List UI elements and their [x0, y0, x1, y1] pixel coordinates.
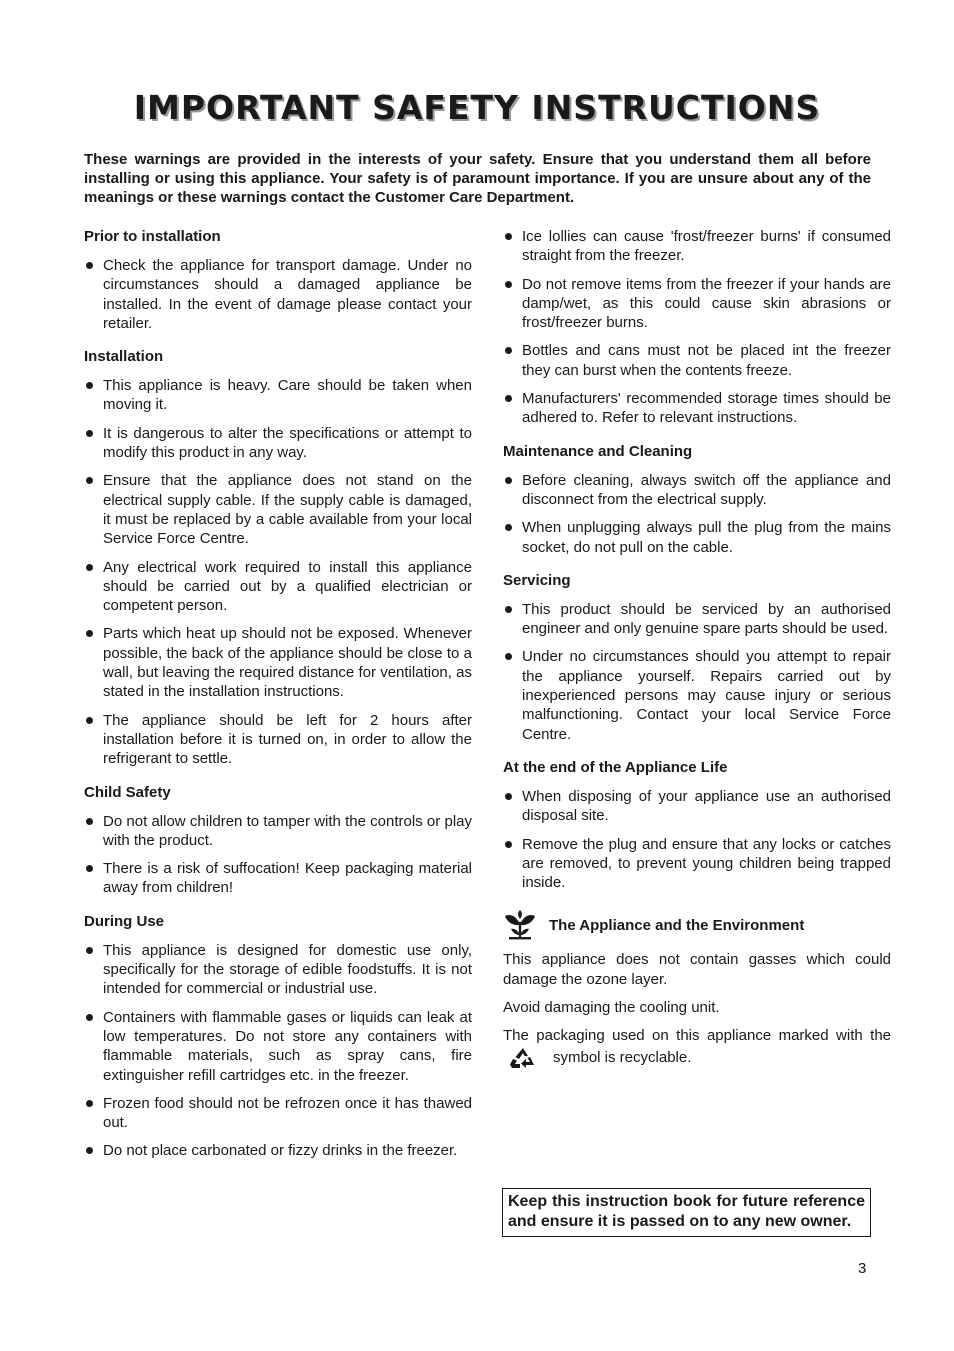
recycling-paragraph — [503, 1026, 891, 1069]
section-installation — [84, 347, 472, 768]
page-title: IMPORTANT SAFETY INSTRUCTIONS — [133, 88, 821, 127]
list-item: Under no circumstances should you attempt to repair the appliance yourself. Repairs carried out by inexperienced persons may cause injury or serious malfunctioning. Contact your local Service Force Centre. — [503, 647, 891, 743]
list-item: When unplugging always pull the plug from the mains socket, do not pull on the cable. — [503, 518, 891, 557]
list-item: Do not allow children to tamper with the controls or play with the product. — [84, 812, 472, 851]
list-item: Frozen food should not be refrozen once it has thawed out. — [84, 1094, 472, 1133]
list-item: It is dangerous to alter the specifications or attempt to modify this product in any way. — [84, 424, 472, 463]
list-item: Before cleaning, always switch off the appliance and disconnect from the electrical supply. — [503, 471, 891, 510]
list-item: This product should be serviced by an authorised engineer and only genuine spare parts should be used. — [503, 600, 891, 639]
recycle-icon — [509, 1046, 537, 1070]
recycling-text: The packaging used on this appliance marked with the — [503, 1027, 891, 1045]
plant-leaf-icon — [503, 910, 537, 940]
section-during-use — [84, 912, 472, 1161]
list-item: This appliance is heavy. Care should be taken when moving it. — [84, 376, 472, 415]
section-heading: At the end of the Appliance Life — [503, 758, 728, 776]
intro-warning: These warnings are provided in the interests of your safety. Ensure that you understand them all before installing or using this appliance. Your safety is of paramount importance. If you are unsure about any of the meanings or these warnings contact the Customer Care Department. — [84, 151, 871, 206]
section-prior-to-installation — [84, 227, 472, 333]
environment-header — [503, 910, 891, 940]
list-item: This appliance is designed for domestic use only, specifically for the storage of edible foodstuffs. It is not intended for commercial or industrial use. — [84, 941, 472, 999]
page-number: 3 — [858, 1260, 867, 1277]
bullet-list — [84, 941, 472, 1161]
list-item: Do not place carbonated or fizzy drinks in the freezer. — [84, 1141, 472, 1160]
bullet-list — [503, 600, 891, 744]
keep-instructions-notice: Keep this instruction book for future reference and ensure it is passed on to any new owner. — [502, 1188, 871, 1237]
environment-paragraph: Avoid damaging the cooling unit. — [503, 999, 720, 1017]
section-maintenance-and-cleaning — [503, 442, 891, 557]
section-heading: Prior to installation — [84, 228, 221, 245]
environment-paragraph: This appliance does not contain gasses which could damage the ozone layer. — [503, 951, 891, 988]
bullet-list — [503, 227, 891, 428]
list-item: Do not remove items from the freezer if your hands are damp/wet, as this could cause skin abrasions or frost/freezer burns. — [503, 275, 891, 333]
list-item: The appliance should be left for 2 hours after installation before it is turned on, in order to allow the refrigerant to settle. — [84, 711, 472, 769]
left-column — [84, 227, 472, 1175]
environment-heading: The Appliance and the Environment — [549, 916, 805, 934]
list-item: Containers with flammable gases or liquids can leak at low temperatures. Do not store any containers with flammable materials, such as spray cans, fire extinguisher refill cartridges etc. in the freezer. — [84, 1008, 472, 1085]
bullet-list — [503, 471, 891, 557]
section-heading: Child Safety — [84, 783, 171, 801]
list-item: Manufacturers' recommended storage times should be adhered to. Refer to relevant instructions. — [503, 389, 891, 428]
bullet-list — [84, 256, 472, 333]
section-during-use-continued — [503, 227, 891, 428]
list-item: Bottles and cans must not be placed int the freezer they can burst when the contents freeze. — [503, 341, 891, 380]
list-item: Parts which heat up should not be exposed. Whenever possible, the back of the appliance should be close to a wall, but leaving the required distance for ventilation, as stated in the installation instructions. — [84, 624, 472, 701]
list-item: Remove the plug and ensure that any locks or catches are removed, to prevent young children being trapped inside. — [503, 835, 891, 893]
list-item: When disposing of your appliance use an authorised disposal site. — [503, 787, 891, 826]
list-item: Check the appliance for transport damage. Under no circumstances should a damaged appliance be installed. In the event of damage please contact your retailer. — [84, 256, 472, 333]
section-end-of-appliance-life — [503, 758, 891, 892]
section-heading: Servicing — [503, 571, 571, 589]
section-heading: During Use — [84, 912, 165, 930]
right-column — [503, 227, 891, 1079]
list-item: Ice lollies can cause 'frost/freezer burns' if consumed straight from the freezer. — [503, 227, 891, 266]
list-item: Ensure that the appliance does not stand on the electrical supply cable. If the supply cable is damaged, it must be replaced by a cable available from your local Service Force Centre. — [84, 471, 472, 548]
recycling-text: symbol is recyclable. — [553, 1048, 692, 1066]
bullet-list — [84, 812, 472, 898]
section-child-safety — [84, 783, 472, 898]
bullet-list — [84, 376, 472, 768]
bullet-list — [503, 787, 891, 892]
list-item: There is a risk of suffocation! Keep packaging material away from children! — [84, 859, 472, 898]
section-heading: Installation — [84, 348, 164, 366]
section-heading: Maintenance and Cleaning — [503, 442, 693, 460]
list-item: Any electrical work required to install this appliance should be carried out by a qualified electrician or competent person. — [84, 558, 472, 616]
section-servicing — [503, 571, 891, 744]
